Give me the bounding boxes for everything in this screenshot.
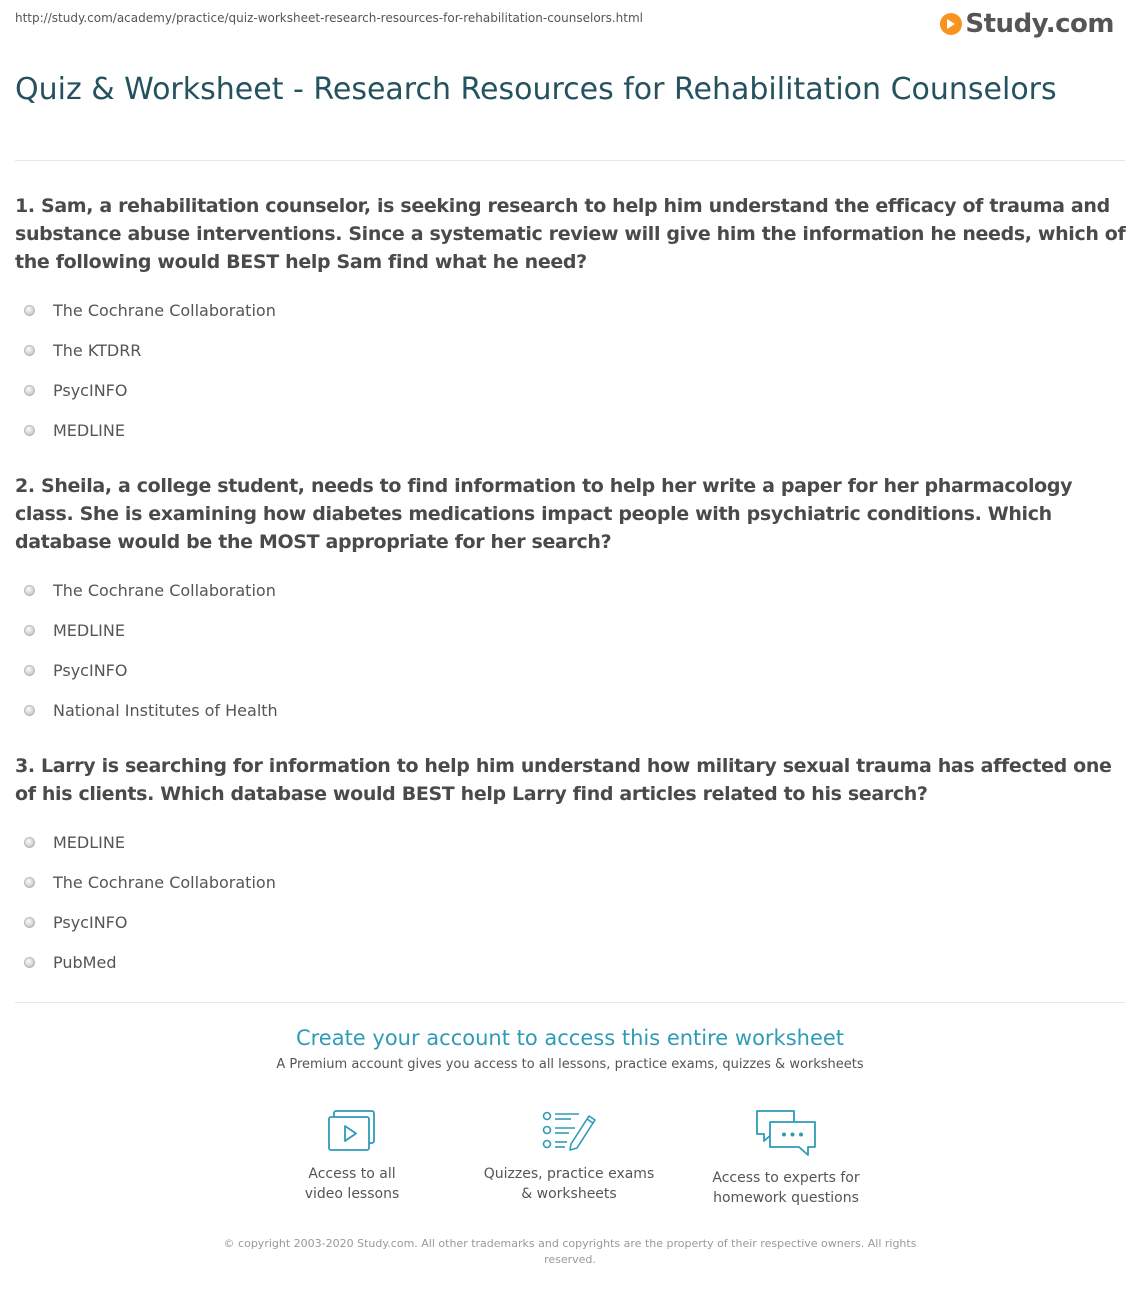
feature-label-line: video lessons xyxy=(304,1186,400,1202)
radio-button[interactable] xyxy=(24,385,35,396)
feature-experts xyxy=(686,1108,886,1208)
radio-button[interactable] xyxy=(24,665,35,676)
option-label: PsycINFO xyxy=(53,660,128,680)
feature-label-line: Access to all xyxy=(308,1166,396,1182)
option-label: The Cochrane Collaboration xyxy=(53,300,276,320)
feature-label xyxy=(686,1168,886,1208)
play-icon xyxy=(940,13,962,35)
answer-option[interactable] xyxy=(15,570,1130,610)
feature-label-line: Quizzes, practice exams xyxy=(483,1166,655,1182)
radio-button[interactable] xyxy=(24,585,35,596)
option-label: MEDLINE xyxy=(53,832,125,852)
question-1 xyxy=(15,192,1130,450)
feature-label-line: & worksheets xyxy=(521,1186,617,1202)
question-3 xyxy=(15,752,1130,982)
radio-button[interactable] xyxy=(24,425,35,436)
answer-option[interactable] xyxy=(15,650,1130,690)
create-account-link[interactable]: Create your account to access this entire worksheet xyxy=(295,1026,845,1050)
video-lesson-icon xyxy=(326,1108,378,1154)
feature-quizzes xyxy=(469,1108,669,1204)
divider xyxy=(15,160,1125,161)
answer-options xyxy=(15,570,1130,730)
option-label: National Institutes of Health xyxy=(53,700,278,720)
answer-option[interactable] xyxy=(15,610,1130,650)
answer-options xyxy=(15,822,1130,982)
feature-label-line: Access to experts for xyxy=(712,1170,860,1186)
chat-bubbles-icon xyxy=(754,1108,818,1158)
divider xyxy=(15,1002,1125,1003)
question-text: 1. Sam, a rehabilitation counselor, is seeking research to help him understand the efficacy of trauma and substance abuse interventions. Since a systematic review will give him the information he needs, which of the following would BEST help Sam find what he need? xyxy=(15,195,1126,273)
option-label: MEDLINE xyxy=(53,420,125,440)
radio-button[interactable] xyxy=(24,877,35,888)
answer-option[interactable] xyxy=(15,330,1130,370)
option-label: PubMed xyxy=(53,952,117,972)
option-label: MEDLINE xyxy=(53,620,125,640)
answer-option[interactable] xyxy=(15,942,1130,982)
logo-text: Study.com xyxy=(965,9,1114,39)
option-label: PsycINFO xyxy=(53,912,128,932)
answer-option[interactable] xyxy=(15,822,1130,862)
radio-button[interactable] xyxy=(24,837,35,848)
feature-label xyxy=(252,1164,452,1204)
radio-button[interactable] xyxy=(24,705,35,716)
answer-option[interactable] xyxy=(15,690,1130,730)
radio-button[interactable] xyxy=(24,305,35,316)
option-label: PsycINFO xyxy=(53,380,128,400)
page-url: http://study.com/academy/practice/quiz-worksheet-research-resources-for-rehabilitation-counselors.html xyxy=(15,11,643,25)
radio-button[interactable] xyxy=(24,345,35,356)
answer-option[interactable] xyxy=(15,290,1130,330)
study-logo[interactable] xyxy=(940,9,1114,39)
copyright-notice: © copyright 2003-2020 Study.com. All other trademarks and copyrights are the property of their respective owners. All rights reserved. xyxy=(223,1237,917,1266)
page-title: Quiz & Worksheet - Research Resources for Rehabilitation Counselors xyxy=(15,72,1057,107)
answer-options xyxy=(15,290,1130,450)
radio-button[interactable] xyxy=(24,625,35,636)
radio-button[interactable] xyxy=(24,957,35,968)
option-label: The Cochrane Collaboration xyxy=(53,872,276,892)
answer-option[interactable] xyxy=(15,370,1130,410)
feature-video-lessons xyxy=(252,1108,452,1204)
question-2 xyxy=(15,472,1130,730)
answer-option[interactable] xyxy=(15,862,1130,902)
radio-button[interactable] xyxy=(24,917,35,928)
quiz-checklist-icon xyxy=(541,1108,597,1154)
question-text: 3. Larry is searching for information to help him understand how military sexual trauma has affected one of his clients. Which database would BEST help Larry find articles related to his search? xyxy=(15,755,1112,805)
feature-label-line: homework questions xyxy=(713,1190,859,1206)
feature-label xyxy=(469,1164,669,1204)
answer-option[interactable] xyxy=(15,902,1130,942)
option-label: The Cochrane Collaboration xyxy=(53,580,276,600)
cta-subtitle: A Premium account gives you access to all lessons, practice exams, quizzes & worksheets xyxy=(276,1057,864,1072)
question-text: 2. Sheila, a college student, needs to find information to help her write a paper for her pharmacology class. She is examining how diabetes medications impact people with psychiatric conditions. Which database would be the MOST appropriate for her search? xyxy=(15,475,1073,553)
answer-option[interactable] xyxy=(15,410,1130,450)
option-label: The KTDRR xyxy=(53,340,142,360)
